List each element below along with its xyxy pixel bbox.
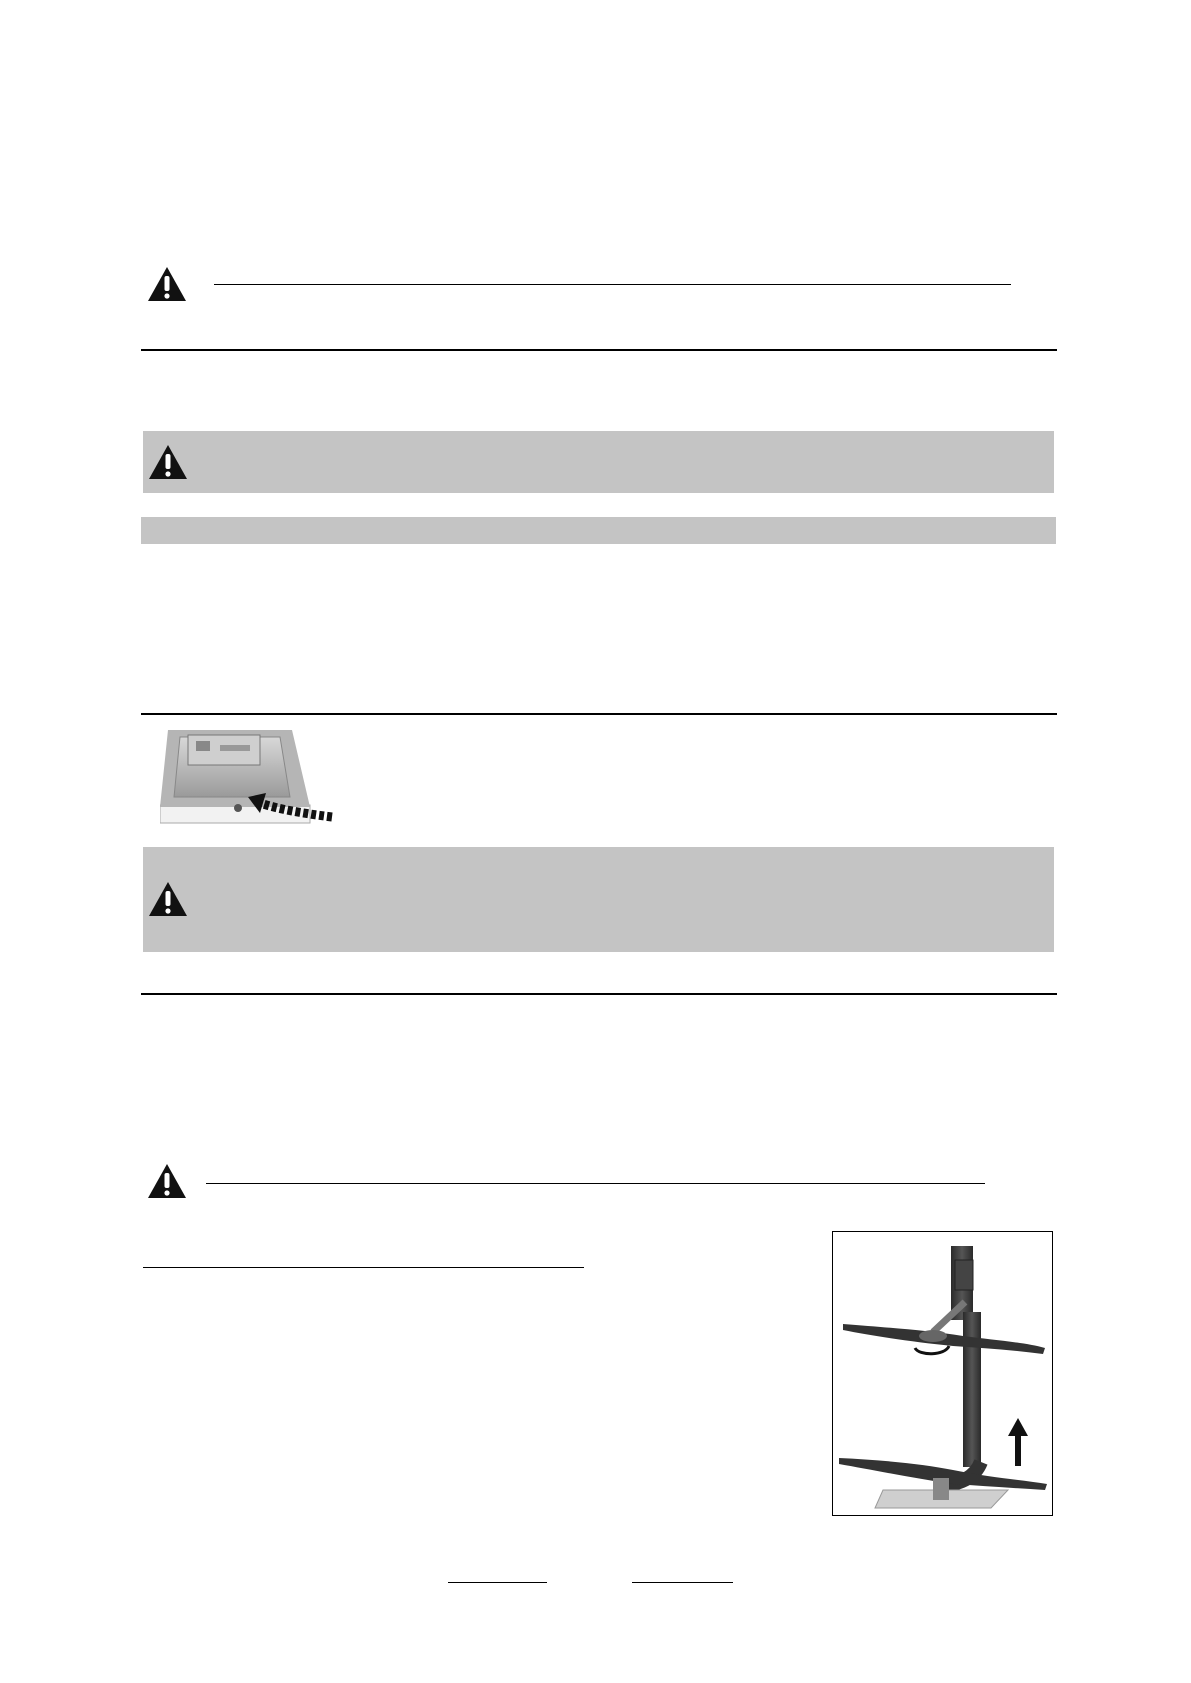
subheading-underline (143, 1267, 584, 1268)
section-header-bar (141, 517, 1056, 544)
warning-panel (143, 847, 1054, 952)
filter-base-illustration (160, 725, 338, 828)
warning-triangle-icon (148, 443, 188, 481)
section-divider (141, 349, 1057, 351)
warning-triangle-icon (147, 1162, 187, 1200)
spray-arm-figure-frame (832, 1231, 1053, 1516)
warning-panel (143, 431, 1054, 493)
arrow-icon (1008, 1418, 1028, 1436)
warning-triangle-icon (147, 265, 187, 303)
warning-underline (214, 284, 1011, 285)
section-divider (141, 993, 1057, 995)
footer-underline-left (448, 1582, 547, 1583)
spray-arm-assembly-illustration (833, 1232, 1052, 1515)
section-divider (141, 713, 1057, 715)
warning-underline (206, 1183, 985, 1184)
footer-underline-right (632, 1582, 733, 1583)
warning-triangle-icon (148, 880, 188, 918)
